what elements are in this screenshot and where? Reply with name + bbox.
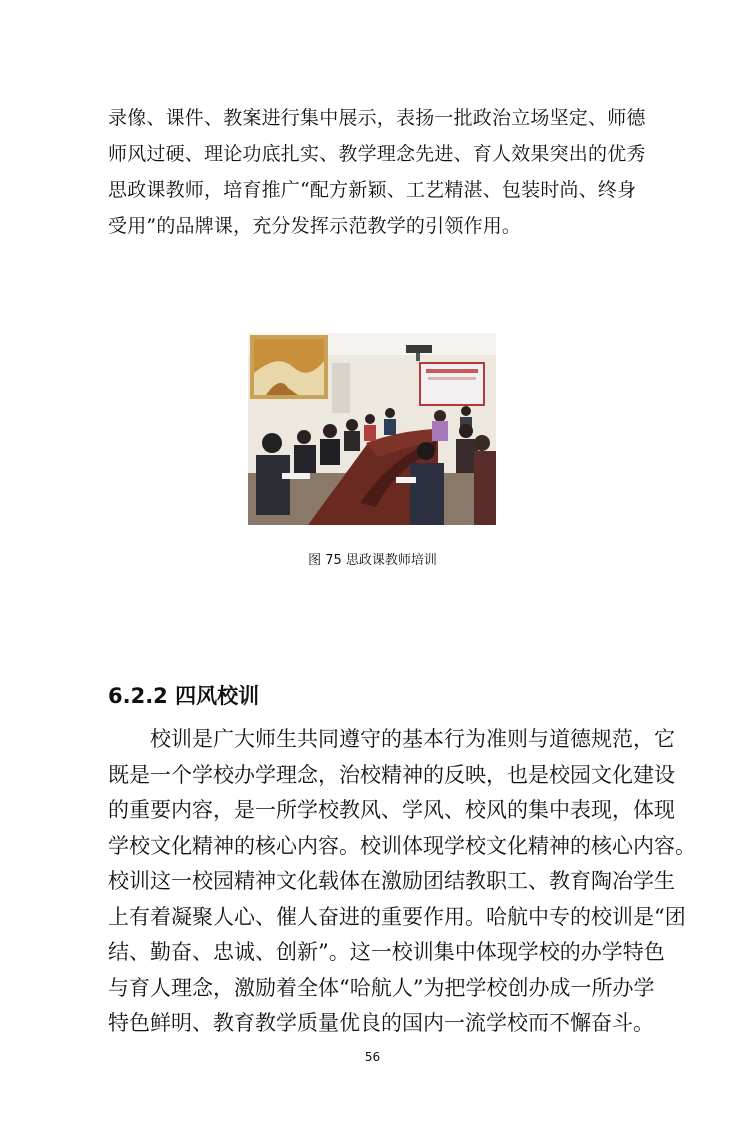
text-line: 的重要内容，是一所学校教风、学风、校风的集中表现，体现 xyxy=(108,798,675,822)
text-line: 学校文化精神的核心内容。校训体现学校文化精神的核心内容。 xyxy=(108,833,696,858)
figure-caption: 图 75 思政课教师培训 xyxy=(308,553,437,568)
section-heading: 6.2.2 四风校训 xyxy=(108,684,260,708)
text-line: 录像、课件、教案进行集中展示，表扬一批政治立场坚定、师德 xyxy=(108,107,646,129)
text-line: 上有着凝聚人心、催人奋进的重要作用。哈航中专的校训是“团 xyxy=(108,904,686,929)
intro-paragraph xyxy=(108,100,648,244)
text-line: 思政课教师，培育推广“配方新颖、工艺精湛、包装时尚、终身 xyxy=(108,179,637,201)
text-line: 特色鲜明、教育教学质量优良的国内一流学校而不懈奋斗。 xyxy=(108,1011,654,1035)
text-line: 结、勤奋、忠诚、创新”。这一校训集中体现学校的办学特色 xyxy=(108,940,665,964)
text-line: 与育人理念，激励着全体“哈航人”为把学校创办成一所办学 xyxy=(108,975,655,1000)
text-line: 校训是广大师生共同遵守的基本行为准则与道德规范，它 xyxy=(108,727,675,751)
meeting-room-illustration xyxy=(248,333,496,525)
text-line: 师风过硬、理论功底扎实、教学理念先进、育人效果突出的优秀 xyxy=(108,143,646,165)
section-paragraph xyxy=(108,722,696,1042)
page-number: 56 xyxy=(364,1050,381,1064)
training-photo xyxy=(248,333,496,525)
text-line: 既是一个学校办学理念，治校精神的反映，也是校园文化建设 xyxy=(108,762,675,787)
text-line: 校训这一校园精神文化载体在激励团结教职工、教育陶冶学生 xyxy=(108,869,675,893)
text-line: 受用”的品牌课，充分发挥示范教学的引领作用。 xyxy=(108,215,522,237)
